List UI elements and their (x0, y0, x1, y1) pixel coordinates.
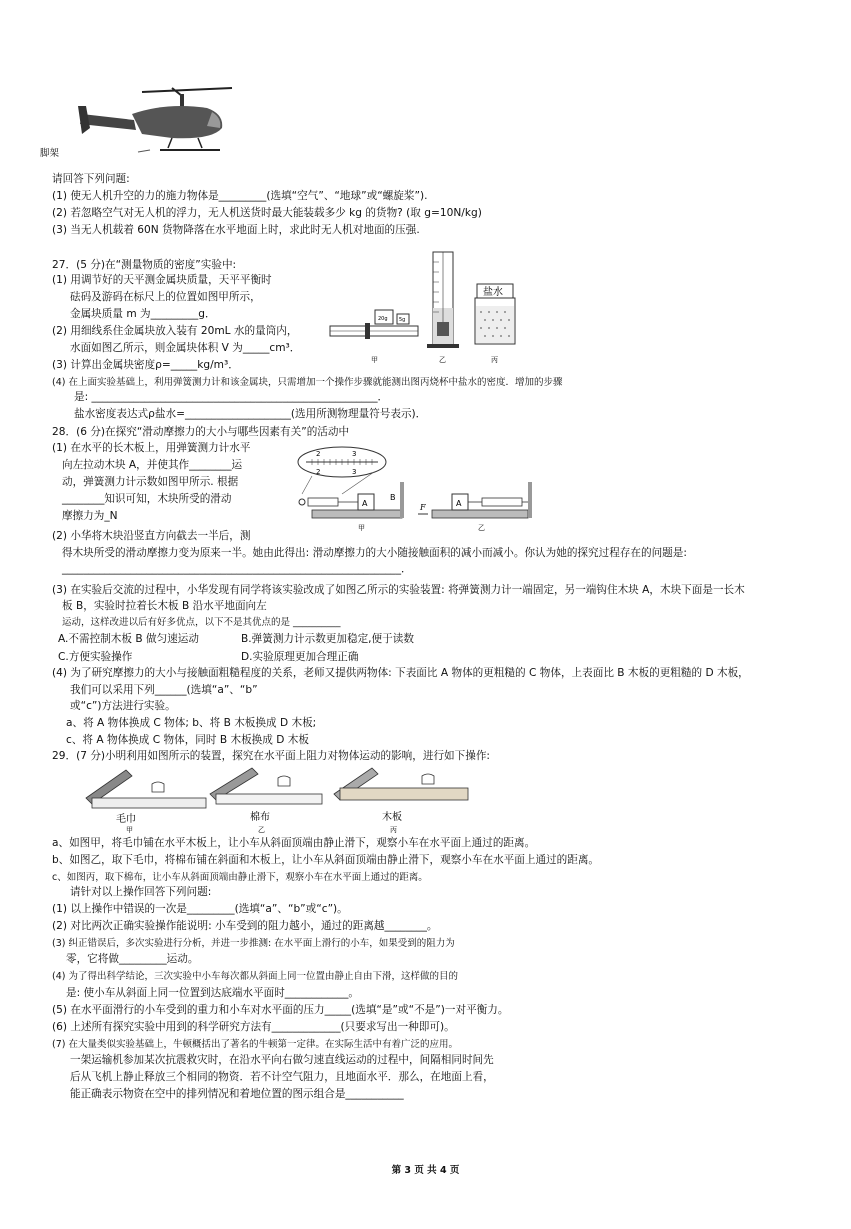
q28-line8: ________________________________________________________________． (62, 563, 412, 575)
q29-q2: (2) 对比两次正确实验操作能说明: 小车受到的阻力越小，通过的距离越________。 (52, 920, 438, 932)
q28-title: 28．(6 分)在探究“滑动摩擦力的大小与哪些因素有关”的活动中 (52, 426, 350, 438)
fig28-jia: 甲 (358, 524, 365, 532)
q28-line1: (1) 在水平的长木板上，用弹簧测力计水平 (52, 442, 251, 454)
q27-line8: 是: ______________________________________________________． (74, 391, 389, 403)
q28-line15: a、将 A 物体换成 C 物体; b、将 B 木板换成 D 木板; (66, 717, 317, 729)
q27-line5: 水面如图乙所示，则金属块体积 V 为_____cm³． (70, 342, 301, 354)
q29-q7b: 一架运输机参加某次抗震救灾时，在沿水平向右做匀速直线运动的过程中，间隔相同时间先 (70, 1054, 494, 1066)
fig27-bing: 丙 (491, 356, 498, 364)
beaker-label: 盐水 (483, 287, 503, 298)
fig29-jia: 甲 (126, 826, 133, 834)
fig27-jia: 甲 (371, 356, 378, 364)
q28-line4: ________知识可知，木块所受的滑动 (62, 493, 232, 505)
q29-q1: (1) 以上操作中错误的一次是_________(选填“a”、“b”或“c”)。 (52, 903, 348, 915)
scale-top-3: 3 (352, 450, 357, 458)
q28-option-d: D.实验原理更加合理正确 (241, 651, 359, 663)
q29-title: 29．(7 分)小明利用如图所示的装置，探究在水平面上阻力对物体运动的影响，进行如下操作: (52, 750, 490, 762)
drone-prompt: 请回答下列问题: (52, 173, 130, 185)
surface-towel: 毛巾 (116, 814, 136, 825)
fig29-bing: 丙 (390, 826, 397, 834)
block-a-2: A (456, 499, 462, 508)
fig27-yi: 乙 (439, 356, 446, 364)
q28-option-b: B.弹簧测力计示数更加稳定,便于读数 (241, 633, 414, 645)
incline-figure (82, 764, 472, 834)
density-figure (325, 248, 525, 366)
surface-wood: 木板 (382, 812, 402, 823)
q27-line1: (1) 用调节好的天平测金属块质量，天平平衡时 (52, 274, 272, 286)
weight-5g: 5g (399, 317, 406, 323)
force-f: F (420, 503, 426, 512)
q27-title: 27．(5 分)在“测量物质的密度”实验中: (52, 259, 237, 271)
q27-line3: 金属块质量 m 为_________g． (70, 308, 216, 320)
q27-line4: (2) 用细线系住金属块放入装有 20mL 水的量筒内， (52, 325, 298, 337)
q29-step-c: c、如图丙，取下棉布，让小车从斜面顶端由静止滑下，观察小车在水平面上通过的距离。 (52, 872, 428, 883)
scale-bot-3: 3 (352, 468, 357, 476)
q28-line7: 得木块所受的滑动摩擦力变为原来一半。她由此得出: 滑动摩擦力的大小随接触面积的减小而减小。你认为她的探究过程存在的问题是: (62, 547, 687, 559)
helicopter-figure (72, 84, 237, 162)
q28-line16: c、将 A 物体换成 C 物体，同时 B 木板换成 D 木板 (66, 734, 309, 746)
q29-q3a: (3) 纠正错误后，多次实验进行分析，并进一步推测: 在水平面上滑行的小车，如果受到的阻力为 (52, 938, 455, 949)
surface-cotton: 棉布 (250, 812, 270, 823)
q28-line6: (2) 小华将木块沿竖直方向截去一半后，测 (52, 530, 251, 542)
q29-q5: (5) 在水平面滑行的小车受到的重力和小车对水平面的压力_____(选填“是”或“不是”)一对平衡力。 (52, 1004, 509, 1016)
fig29-yi: 乙 (258, 826, 265, 834)
q29-prompt: 请针对以上操作回答下列问题: (70, 886, 212, 898)
q28-line11: 运动，这样改进以后有好多优点，以下不是其优点的是 __________ (62, 617, 341, 628)
q28-line13: 我们可以采用下列______(选填“a”、“b” (70, 684, 258, 696)
scale-top-2: 2 (316, 450, 321, 458)
q29-q3b: 零，它将做_________运动。 (66, 953, 199, 965)
q29-step-b: b、如图乙，取下毛巾，将棉布铺在斜面和木板上，让小车从斜面顶端由静止滑下，观察小车在水平面上通过的距离。 (52, 854, 600, 866)
q29-q4a: (4) 为了得出科学结论，三次实验中小车每次都从斜面上同一位置由静止自由下滑，这样做的目的 (52, 971, 458, 982)
fig28-yi: 乙 (478, 524, 485, 532)
drone-q3: (3) 当无人机载着 60N 货物降落在水平地面上时，求此时无人机对地面的压强. (52, 224, 420, 236)
friction-figure (282, 442, 540, 532)
scale-bot-2: 2 (316, 468, 321, 476)
q29-q4b: 是: 使小车从斜面上同一位置到达底端水平面时____________。 (66, 987, 359, 999)
helicopter-label: 脚架 (40, 148, 60, 159)
q28-line5: 摩擦力为_N (62, 510, 118, 522)
weight-20g: 20g (378, 316, 388, 322)
q27-line7: (4) 在上面实验基础上，利用弹簧测力计和该金属块，只需增加一个操作步骤就能测出图丙烧杯中盐水的密度．增加的步骤 (52, 377, 563, 388)
q28-line14: 或“c”)方法进行实验。 (70, 700, 176, 712)
q29-q7a: (7) 在大量类似实验基础上，牛顿概括出了著名的牛顿第一定律。在实际生活中有着广泛的应用。 (52, 1039, 458, 1050)
q28-line2: 向左拉动木块 A，并使其作________运 (62, 459, 243, 471)
q28-line9: (3) 在实验后交流的过程中，小华发现有同学将该实验改成了如图乙所示的实验装置: 将弹簧测力计一端固定，另一端钩住木块 A，木块下面是一长木 (52, 584, 745, 596)
drone-q2: (2) 若忽略空气对无人机的浮力，无人机送货时最大能装载多少 kg 的货物? (取 g=10N/kg) (52, 207, 482, 219)
q27-line2: 砝码及游码在标尺上的位置如图甲所示， (70, 291, 261, 303)
q29-q6: (6) 上述所有探究实验中用到的科学研究方法有_____________(只要求写出一种即可)。 (52, 1021, 455, 1033)
block-a-1: A (362, 499, 368, 508)
q28-line12: (4) 为了研究摩擦力的大小与接触面粗糙程度的关系，老师又提供两物体: 下表面比 A 物体的更粗糙的 C 物体，上表面比 B 木板的更粗糙的 D 木板， (52, 667, 749, 679)
block-b-1: B (390, 493, 396, 502)
q29-q7d: 能正确表示物资在空中的排列情况和着地位置的图示组合是___________ (70, 1088, 404, 1100)
q28-line10: 板 B，实验时拉着长木板 B 沿水平地面向左 (62, 600, 267, 612)
q29-step-a: a、如图甲，将毛巾铺在水平木板上，让小车从斜面顶端由静止滑下，观察小车在水平面上通过的距离。 (52, 837, 536, 849)
q28-option-a: A.不需控制木板 B 做匀速运动 (58, 633, 199, 645)
q28-line3: 动，弹簧测力计示数如图甲所示. 根据 (62, 476, 239, 488)
drone-q1: (1) 使无人机升空的力的施力物体是_________(选填“空气”、“地球”或“螺旋桨”). (52, 190, 428, 202)
page-footer: 第 3 页 共 4 页 (391, 1165, 460, 1176)
q27-line9: 盐水密度表达式ρ盐水=____________________(选用所测物理量符号表示)． (74, 408, 427, 420)
q29-q7c: 后从飞机上静止释放三个相同的物资．若不计空气阻力，且地面水平．那么，在地面上看， (70, 1071, 494, 1083)
q27-line6: (3) 计算出金属块密度ρ=_____kg/m³． (52, 359, 239, 371)
q28-option-c: C.方便实验操作 (58, 651, 133, 663)
